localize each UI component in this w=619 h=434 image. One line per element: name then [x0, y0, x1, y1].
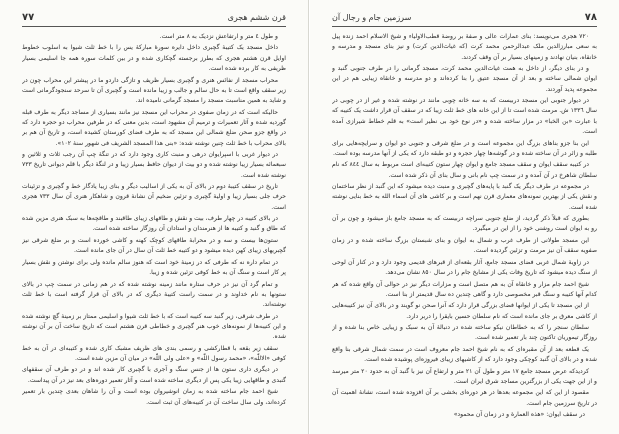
right-page-body: [332, 32, 597, 428]
paragraph: ستون‌ها بیست و سه و در محرابهٔ طاقهای کوچک کهنه و کاشی خورده است و بر ضلع شرقی نیز گچبریهای زیبای کهن دیده میشود و دو کتیبه خط ثلث آن سال در آن جای مانده است.: [22, 236, 286, 255]
paragraph: در زاویهٔ شمال غربی فضای مسجد جامع، آثار بقعه‌ای از قبرهای قدیمی وجود دارد و در کنار آن لوحی از سنگ دیده میشود که تاریخ وفات یکی از مشایخ جام را در سال ٨٥٠ نشان می‌دهد.: [332, 258, 597, 277]
left-page-body: [22, 32, 286, 428]
paragraph: تاریخ در سقف کتیبهٔ دوم در بالای آن به یکی از اسالیب دیگر و بنای زیبا یادگار خط و گچبری و تزئینات حرف جلی بسیار زیبا و اولیهٔ گچبری و تزئین ضخیم آن نشانهٔ قرون و شاهکار هنری آن سال ٧٣٣ هجری است.: [22, 183, 286, 211]
paragraph: حالیکه است که در زمان صفوی در محراب این مسجد نیز مانند بسیاری از مساجد دیگر به طرف قبله گوردیه شده و آثار تعمیرات و ترمیم آن مشهود است، بدین معنی که در طرفین محراب دو حجره دارد که در واقع جزو صحن ضلع شمالی این مسجد که به طرف فضای کورستان کشیده است، و تاریخ آن هم بر بالای محراب با خط ثلث چنین نوشته شده: «بنی هذا المسجد الشریف فی شهور سنهٔ ١٠٢».: [22, 108, 286, 147]
quoted-inscription: در سقف ایوان: «هذه العمارة و در زمان آن محمود»: [453, 411, 585, 419]
paragraph: در دیوار جنوبی این مسجد دربیست که به سه خانه چوبی مانند در نوشته شده و غیر از در چوبی در سال ١٣٣٦ ش. مرمت شده است تا از این خانه های خط ثلث زیبا که در سقف آن قرار داشت یک کتیبه که با عبارت «بن الخبا» در مزار ساخته شده و «در نوع خود بی نظیر است» به قلم خطاط شیرازی آمده است.: [332, 97, 597, 136]
paragraph: شیخ احمد جام ساخته شده به زمان انوشیروان بوده است و آن را شاهان بعدی چندین بار تعمیر کرده‌اند، ولی سال ساخت آن در کتیبه‌های آن ثبت است.: [22, 388, 286, 406]
paragraph: سقف زیر بقعه با قطارکشی و رسمی بندی های ظریف مشبک کاری شده و کتیبه‌ای در آن به خط کوفی «الاللّٰه»، «محمد رسول اللّٰه» و «علی ولی اللّٰه» در میان آن مزین شده است.: [22, 344, 286, 362]
paragraph: و طول ٤ متر و ارتفاعش نزدیک به ٨ متر است.: [159, 33, 278, 40]
paragraph: این مسجد طولانی از طرف غرب و شمال به ایوان و بنای شبستان بزرگ ساخته شده و در زمان صفویه سقف آن نیز مرمت و تزئین گردیده است.: [332, 236, 597, 255]
paragraph: در دیگری داری ستون ها از جنس سنگ و آجری با گچبری کار شده اند و در دو طرف آن سقفهای گنبدی و طاقهایی زیبا یکی پس از دیگری ساخته شده است و آثار تعمیر دوره‌های بعد نیز در آن پیداست.: [22, 366, 286, 384]
running-title: سرزمین جام و رجال آن: [332, 12, 412, 22]
running-title: قرن ششم هجری: [227, 12, 286, 22]
paragraph: در تمام داره نه که طرفی که در زمینهٔ خود است که هنوز سالم مانده ولی برای نوشتن و نقش بسیار پر کار است و سنگ آن به خط کوفی تزئین شده و زیبا.: [22, 258, 286, 277]
paragraph: محراب مسجد از نفائس هنری و گچبری بسیار ظریف و تازگی داردو ما در پیشتر این محراب چون در زیر سقف واقع است تا به حال سالم و جالب و زیبا مانده است و گچبری آن تا سرحد سنجودگرمانی است و شاید به همین مناسبت مسجد را مسجد گرمانی نامیده اند.: [22, 76, 286, 105]
page-number: ٧٧: [22, 11, 35, 23]
paragraph: یک قطعه بعد از آن مقبره‌ای که به نام شیخ احمد جام معروف است در سمت شمال شرقی بنا واقع شده و در بالای آن گنبد کوچکی وجود دارد که از کاشیهای زیبای فیروزه‌ای پوشیده شده است.: [332, 345, 597, 364]
header-rule: [22, 26, 286, 27]
right-page-header: [332, 10, 597, 24]
left-page: [0, 0, 309, 434]
paragraph: در طرف شرقی، زیر گنبد سه کتیبه است که با خط ثلث شیوا و اسلیمی ممتاز بر زمینهٔ گچ نوشته شده و این کتیبه‌ها از نمونه‌های خوب هنر گچبری و خطاطی قرن هشتم است که تاریخ ساخت آن بر آن نوشته شده.: [22, 312, 286, 341]
paragraph: ٧٢٠ هجری می‌نویسد: بنای عمارات عالی و صفهٔ بر روضهٔ قطب‌الاولیاء و شیخ الاسلام احمد زنده پیل به سعی مبارزالدین ملک عبدالرحمن محمد کرت (که غیاث‌الدین کرت) و نیز بنای مسجد و مدرسه و خانقاه، بنیان نهادند و زمینهای بسیار بر آن وقف کردند.: [332, 33, 597, 61]
paragraph: داخل مسجد یک کتیبهٔ گچبری داخل دایره سورهٔ مبارکهٔ یس را با خط ثلث شیوا به اسلوب خطوط اوایل قرن هشتم هجری که بطرز برجسته گچکاری شده و در بین کلمات سوره همه جا اسلیمی بسیار ظریفی به کار برده شده است.: [22, 44, 286, 73]
paragraph: شیخ احمد جام مزار و خانقاه آن به هم متصل است و مزارات دیگر نیز در حوالی آن واقع شده که هر کدام آنها کتیبه و سنگ قبر مخصوصی دارد و گاهی چندین ده سال قدیمتر از بنا است.: [332, 280, 597, 298]
header-rule: [332, 26, 597, 27]
paragraph: کردیدکه عرض مسجد جامع ١٧ متر و طول آن ٢١ متر و ارتفاع آن نیز با گنبد آن به حدود ٢٠ متر میرسد و از این جهت یکی از بزرگترین مساجد شرق ایران است.: [332, 367, 597, 385]
page-number: ٧٨: [584, 11, 597, 23]
paragraph: مقصود از این که این مجموعه بعدها در هر دوره‌ای بخشی بر آن افزوده شده است، نشانهٔ اهمیت آن در تاریخ سرزمین جام است.: [332, 389, 597, 407]
paragraph: بطوری که قبلاً ذکر گردید، از ضلع جنوبی سراچه دربیست که به مسجد جامع باز میشود و چون بر آن رو به ایوان است روشنی خود را از این در میگیرد.: [332, 215, 597, 233]
paragraph: در کتیبه سقف ایوان و سقف مسجد جامع و ایوان چهار ستون کتیبه‌ای است مربوط به سال ٨٤٤ که نام سلطان شاهرخ در آن آمده و در سمت چپ نام بانی و سال بنای آن ذکر شده است.: [332, 161, 597, 179]
paragraph: در بالای کتیبه در چهار طرف، بیت و نقش و طاقهای زیبای طاقبند و طاقچه‌ها به سبک هنری مزین شده که طاق و گنبد و کتیبه ها از هنرمندان و استادان آن روزگار ساخته شده است.: [22, 215, 286, 233]
paragraph: در مجموعه در طرف دیگر یک گنبد با پایه‌های گچبری و منبت دیده میشود که این گنبد از نظر ساختمان و نقش یکی از بهترین نمونه‌های معماری قرن نهم است و بر کاشی های آن اسماء الله به خط بنایی نوشته شده است.: [332, 183, 597, 211]
paragraph: در دیوار غربی با اسپرایوان درهی و منبت کاری وجود دارد که در تنگهٔ چپ آن رجب ثلاث و ثلاثین و سبعمائه بسیار زیبا نوشته شده و دو بیت از دیوان حافظ بسیار زیبا و در لنگهٔ دیگر با قلم دیوانی تاریخ ٧٣٣ نوشته شده است.: [22, 151, 286, 179]
paragraph: این بنا جزو بناهای بزرگ این مجموعه است و در ضلع شرقی و جنوبی دو ایوان و سرایچه‌هایی برای طلبه و زائر در آن ساخته شده و در گوشه‌ها چهار حجره و دو طبقه دارد که یکی از آنها مدرسه بوده است.: [332, 139, 597, 157]
paragraph: از این مسجد تا یکی از ایوانها فضای بزرگی قرار دارد که آنرا صحن نو گویند و در بالای آن نیز کتیبه‌هایی از کاشی معرق بر جای مانده است که نام سلطان حسین بایقرا را دربر دارد.: [332, 302, 597, 320]
paragraph: و تمام گرد آن نیز در حرف ستاره مانند زمینه نوشته شده که در هم زمانی در سمت چپ در بالای ستونها به نام خداوند و در سمت راست کتیبهٔ دیگری که در بالای آن قرار گرفته است با خط ثلث نوشته‌اند.: [22, 280, 286, 309]
paragraph: و در بنای دیگر، از داخل به همت غیاث‌الدین محمد کرت، مسجد گرمانی را در طرف جنوبی گنبد و ایوان شمالی ساخته و بعد از آن مسجد عتیق را بنا کرده‌اند و دو مدرسه و خانقاه زیبایی هم در این مجموعه پدید آوردند.: [332, 65, 597, 93]
left-page-header: [22, 10, 286, 24]
right-page: [310, 0, 619, 434]
paragraph: سلطان سنجر را که به خطاطان نیکو ساخته شده در دنبالهٔ آن به سبک و زیبایی خاص بنا شده و از روزگار تیموریان تاکنون چند بار تعمیر شده است.: [332, 324, 597, 342]
